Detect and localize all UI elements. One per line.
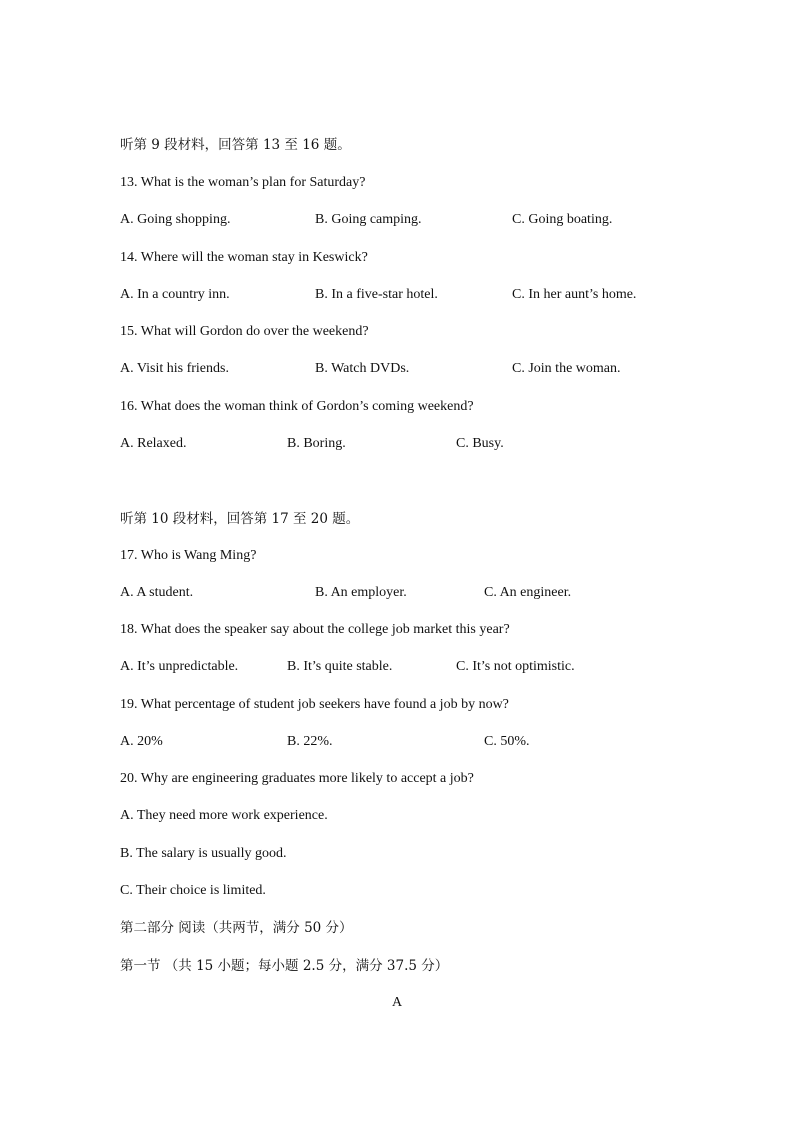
question-stem: 14. Where will the woman stay in Keswick?	[120, 250, 368, 265]
option-c: C. Busy.	[456, 436, 504, 451]
question-stem: 20. Why are engineering graduates more likely to accept a job?	[120, 771, 474, 786]
option-a: A. A student.	[120, 585, 194, 600]
part-title: 第二部分 阅读（共两节，满分 50 分）	[120, 920, 353, 936]
question-stem: 16. What does the woman think of Gordon’s coming weekend?	[120, 399, 474, 414]
option-a: A. 20%	[120, 734, 163, 749]
option-a: A. It’s unpredictable.	[120, 659, 239, 674]
option-c: C. 50%.	[484, 734, 530, 749]
question-stem: 19. What percentage of student job seekers have found a job by now?	[120, 697, 509, 712]
option-c: C. Their choice is limited.	[120, 883, 266, 898]
question-stem: 18. What does the speaker say about the college job market this year?	[120, 622, 510, 637]
option-a: A. Relaxed.	[120, 436, 187, 451]
option-b: B. Boring.	[287, 436, 346, 451]
question-stem: 15. What will Gordon do over the weekend?	[120, 324, 369, 339]
option-b: B. In a five-star hotel.	[315, 287, 438, 302]
option-a: A. Visit his friends.	[120, 361, 229, 376]
option-c: C. In her aunt’s home.	[512, 287, 637, 302]
option-b: B. 22%.	[287, 734, 333, 749]
option-a: A. They need more work experience.	[120, 808, 328, 823]
option-a: A. Going shopping.	[120, 212, 231, 227]
option-b: B. Going camping.	[315, 212, 422, 227]
section-header: 听第 10 段材料，回答第 17 至 20 题。	[120, 511, 360, 527]
option-c: C. Join the woman.	[512, 361, 621, 376]
option-c: C. Going boating.	[512, 212, 613, 227]
option-c: C. An engineer.	[484, 585, 572, 600]
option-b: B. An employer.	[315, 585, 407, 600]
passage-label: A	[391, 995, 403, 1010]
option-b: B. Watch DVDs.	[315, 361, 410, 376]
question-stem: 17. Who is Wang Ming?	[120, 548, 257, 563]
question-stem: 13. What is the woman’s plan for Saturday?	[120, 175, 366, 190]
option-a: A. In a country inn.	[120, 287, 230, 302]
part-subtitle: 第一节 （共 15 小题；每小题 2.5 分，满分 37.5 分）	[120, 958, 449, 974]
section-header: 听第 9 段材料，回答第 13 至 16 题。	[120, 137, 351, 153]
option-c: C. It’s not optimistic.	[456, 659, 575, 674]
option-b: B. It’s quite stable.	[287, 659, 393, 674]
option-b: B. The salary is usually good.	[120, 846, 287, 861]
